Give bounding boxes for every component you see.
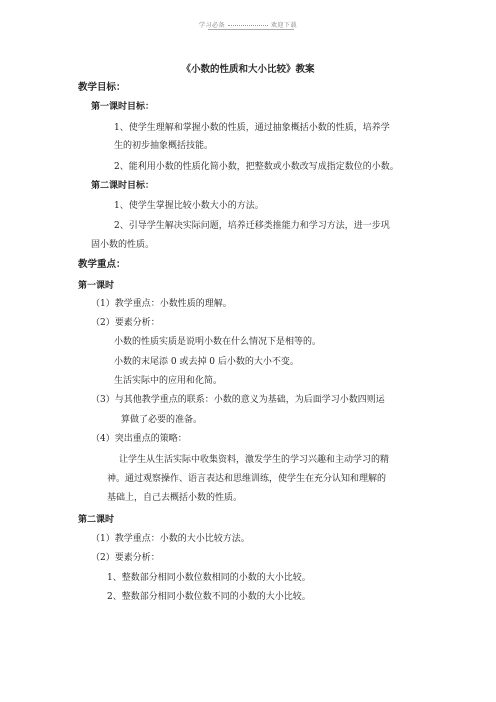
lesson1-point-2c: 生活实际中的应用和化简。 — [114, 376, 223, 386]
lesson1-objectives-heading: 第一课时目标： — [91, 102, 155, 112]
lesson1-point-2b: 小数的末尾添 0 或去掉 0 后小数的大小不变。 — [114, 357, 299, 367]
key-points-heading: 教学重点： — [78, 259, 126, 270]
lesson2-objectives-heading: 第二课时目标： — [91, 181, 155, 191]
objective-1-1-line2: 生的初步抽象概括技能。 — [114, 141, 214, 151]
objective-1-2: 2、能利用小数的性质化简小数，把整数或小数改写成指定数位的小数。 — [114, 162, 399, 172]
header-left-text: 学习必备 — [198, 22, 225, 29]
lesson2-point-2a: 1、整数部分相同小数位数相同的小数的大小比较。 — [107, 573, 311, 583]
lesson1-point-3-line1: （3）与其他教学重点的联系：小数的意义为基础，为后面学习小数四则运 — [91, 395, 385, 405]
lesson2-key-heading: 第二课时 — [78, 515, 115, 525]
objective-2-2-line2: 固小数的性质。 — [91, 240, 155, 250]
header-separator — [228, 25, 268, 26]
lesson1-point-4: （4）突出重点的策略： — [91, 434, 187, 444]
page-header — [0, 20, 496, 29]
lesson1-point-1: （1）教学重点：小数性质的理解。 — [91, 299, 232, 309]
header-rule — [208, 29, 294, 30]
objective-1-1-line1: 1、使学生理解和掌握小数的性质，通过抽象概括小数的性质，培养学 — [114, 123, 390, 133]
lesson1-point-4-line1: 让学生从生活实际中收集资料，激发学生的学习兴趣和主动学习的精 — [119, 455, 390, 465]
objectives-heading: 教学目标： — [78, 82, 126, 93]
lesson1-point-4-line2: 神。通过观察操作、语言表达和思维训练，使学生在充分认知和理解的 — [107, 474, 387, 484]
lesson1-point-4-line3: 基础上，自己去概括小数的性质。 — [107, 493, 243, 503]
lesson1-point-3-line2: 算做了必要的准备。 — [121, 415, 203, 425]
objective-2-2-line1: 2、引导学生解决实际问题，培养迁移类推能力和学习方法，进一步巩 — [114, 221, 390, 231]
lesson1-point-2a: 小数的性质实质是说明小数在什么情况下是相等的。 — [114, 337, 322, 347]
objective-2-1: 1、使学生掌握比较小数大小的方法。 — [114, 201, 264, 211]
document-title: 《小数的性质和大小比较》教案 — [181, 64, 315, 75]
lesson1-key-heading: 第一课时 — [78, 281, 115, 291]
lesson2-point-2: （2）要素分析： — [91, 553, 160, 563]
header-right-text: 欢迎下载 — [271, 22, 298, 29]
lesson2-point-1: （1）教学重点：小数的大小比较方法。 — [91, 534, 250, 544]
lesson1-point-2: （2）要素分析： — [91, 318, 160, 328]
lesson2-point-2b: 2、整数部分相同小数位数不同的小数的大小比较。 — [107, 592, 311, 602]
